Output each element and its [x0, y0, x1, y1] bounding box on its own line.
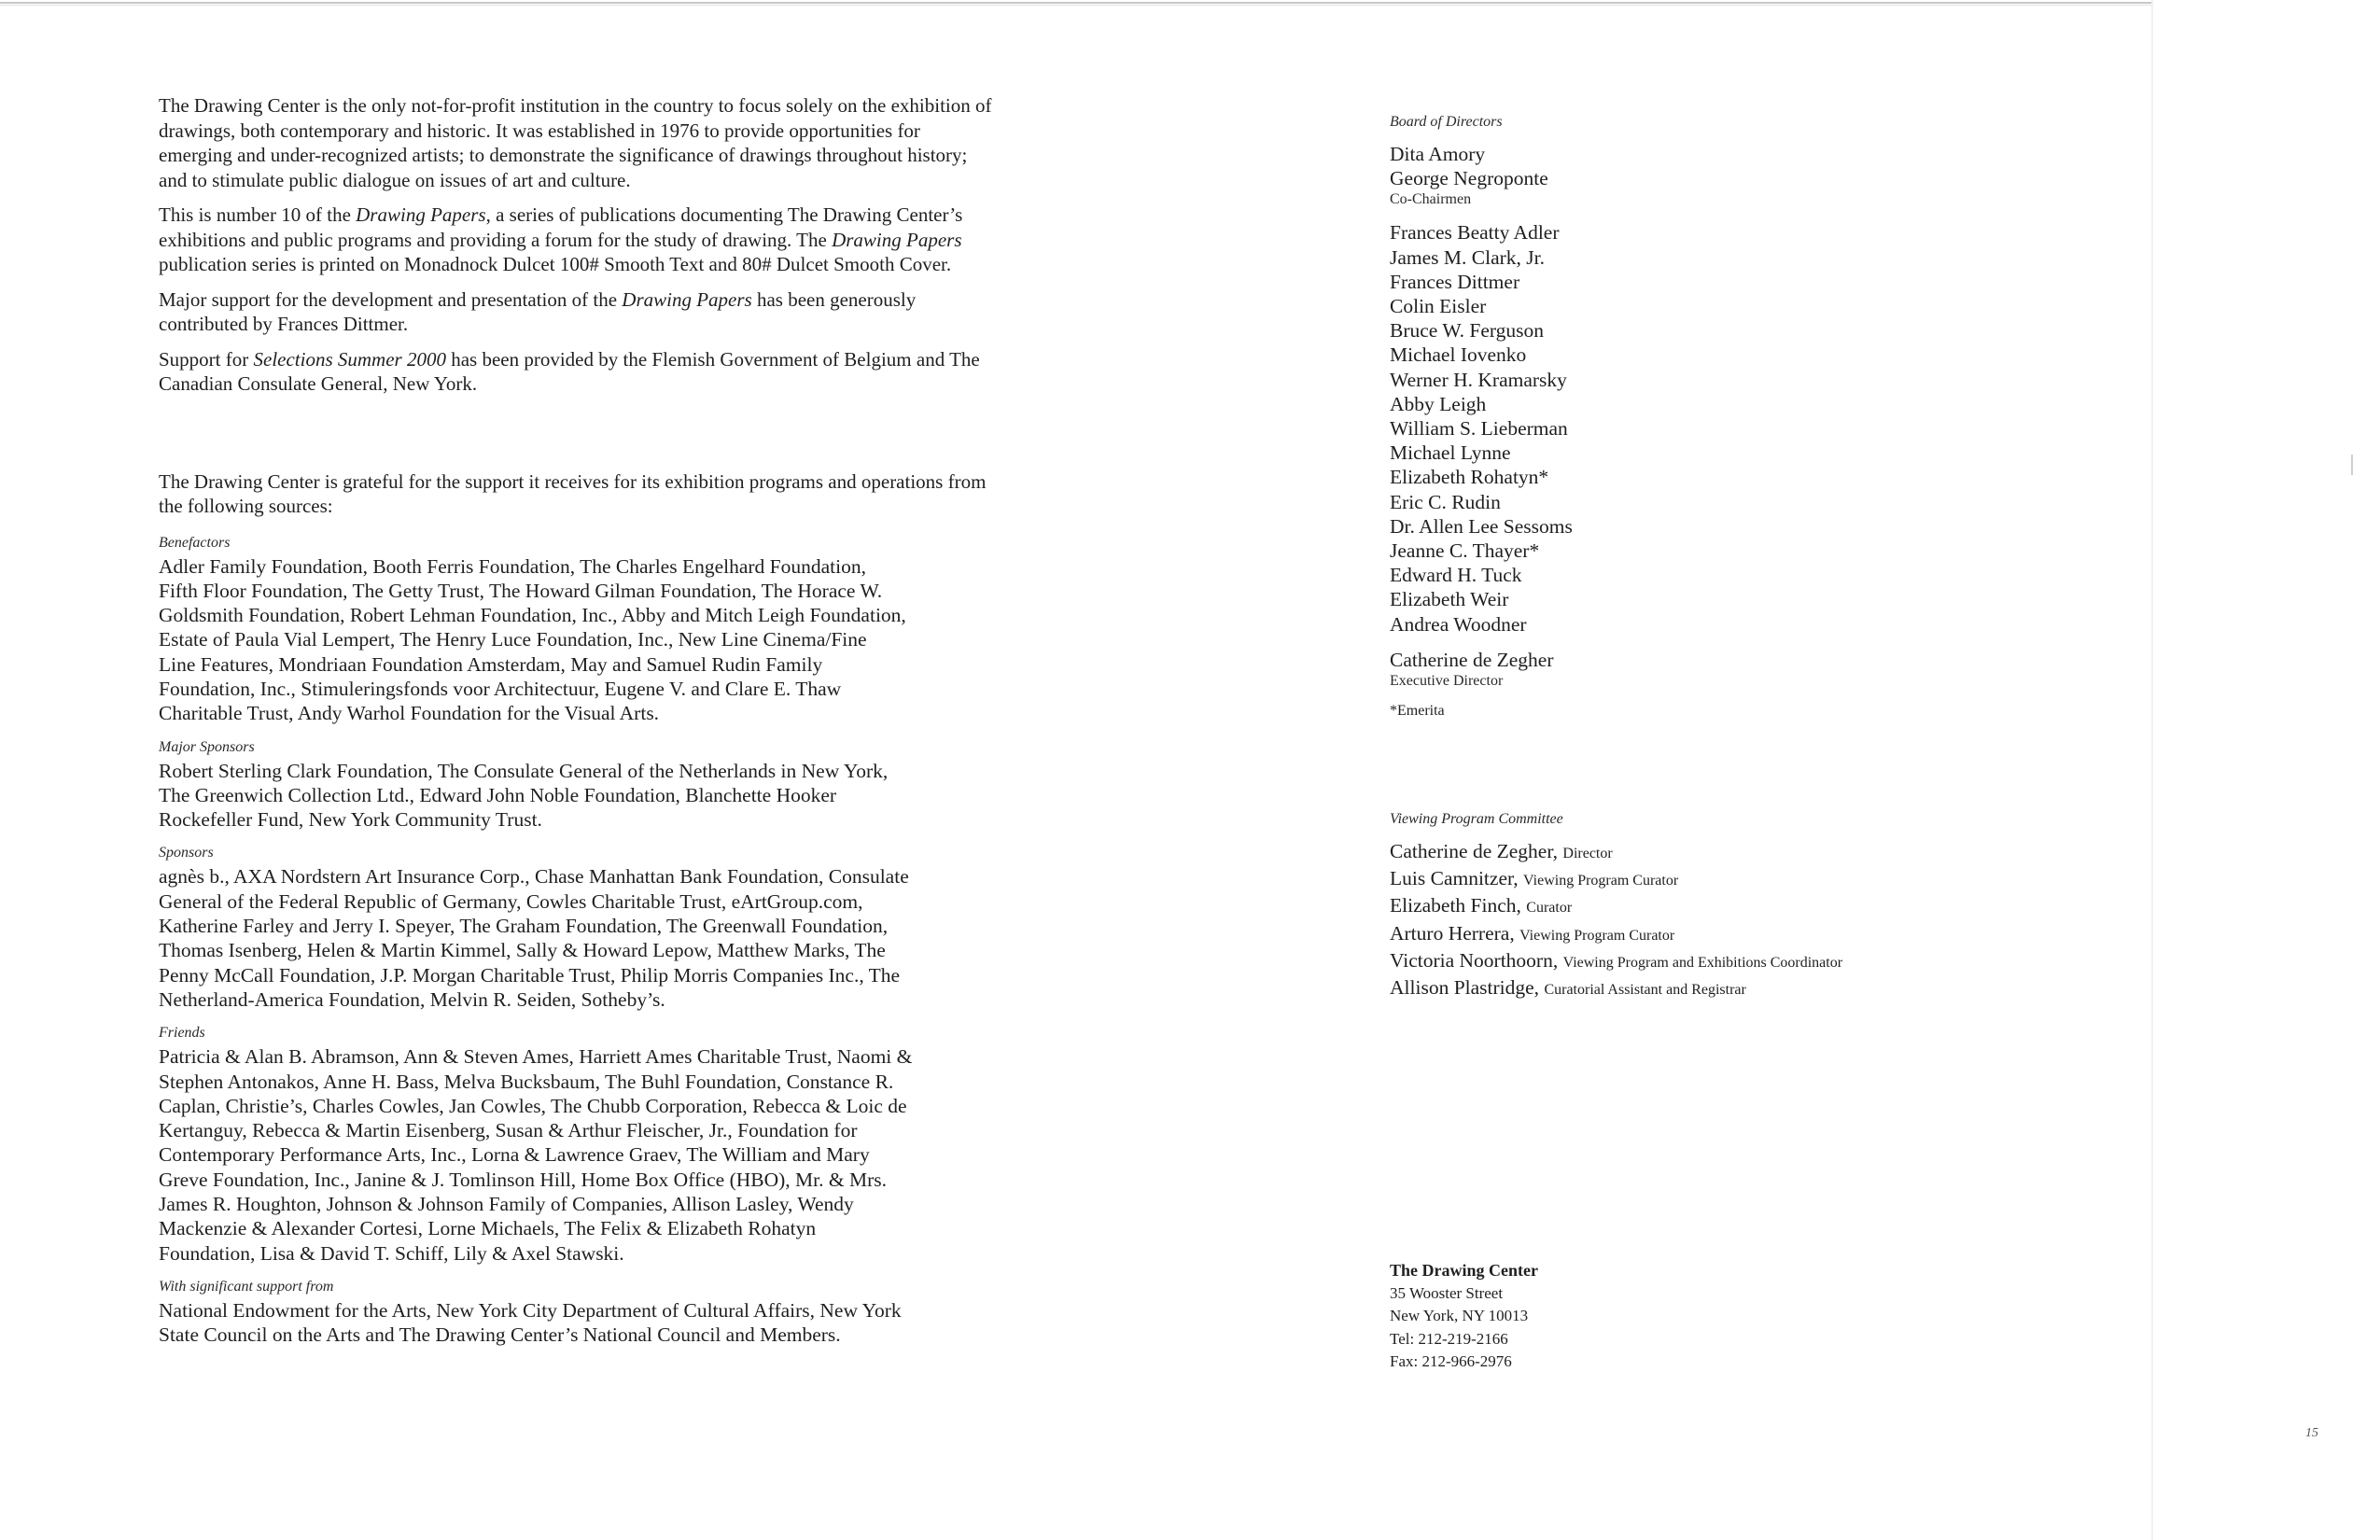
committee-member-role: Viewing Program Curator — [1519, 927, 1675, 944]
p3-text-b: has been generously contributed by Frances Dittmer. — [159, 287, 917, 335]
executive-director-name: Catherine de Zegher — [1390, 648, 1554, 671]
p4-text-a: Support for — [159, 347, 254, 371]
top-rule-shadow — [0, 5, 2151, 6]
right-column — [1390, 113, 2043, 1002]
p2-title: Drawing Papers — [356, 203, 486, 226]
committee-member-role: Viewing Program Curator — [1523, 873, 1679, 889]
emerita-footnote: *Emerita — [1390, 703, 1445, 720]
p3-text-a: Major support for the development and presentation of the — [159, 287, 623, 311]
p2-title-2: Drawing Papers — [832, 228, 962, 251]
board-member: Michael Lynne — [1390, 441, 1511, 465]
significant-support-list: National Endowment for the Arts, New York City Department of Cultural Affairs, New York State Council on the Arts and The Drawing Center’s National Council and Members. — [159, 1298, 902, 1347]
intro-paragraph-4 — [159, 347, 999, 397]
co-chairs-group — [1390, 142, 2043, 209]
city-address: New York, NY 10013 — [1390, 1307, 1529, 1324]
friends-list: Patricia & Alan B. Abramson, Ann & Steven Ames, Harriett Ames Charitable Trust, Naomi & Stephen Antonakos, Anne H. Bass, Melva Bucksbaum, The Buhl Foundation, Constance R. Caplan, Christie’s, Charles Cowles, Jan Cowles, The Chubb Corporation, Rebecca & Loic de Kertanguy, Rebecca & Martin Eisenberg, Susan & Arthur Fleischer, Jr., Foundation for Contemporary Performance Arts, Inc., Lorna & Lawrence Graev, The William and Mary Greve Foundation, Inc., Janine & J. Tomlinson Hill, Home Box Office (HBO), Mr. & Mrs. James R. Houghton, Johnson & Johnson Family of Companies, Allison Lasley, Wendy Mackenzie & Alexander Cortesi, Lorne Michaels, The Felix & Elizabeth Rohatyn Foundation, Lisa & David T. Schiff, Lily & Axel Stawski. — [159, 1045, 913, 1265]
board-member: Dita Amory — [1390, 143, 1486, 165]
committee-heading: Viewing Program Committee — [1390, 811, 1563, 828]
committee-member — [1390, 839, 2043, 866]
executive-director-group — [1390, 648, 2043, 691]
committee-member-name: Catherine de Zegher, — [1390, 840, 1559, 863]
board-member: Colin Eisler — [1390, 295, 1487, 318]
committee-member — [1390, 975, 2043, 1002]
address-block — [1390, 1259, 1538, 1374]
intro-paragraph-3 — [159, 287, 999, 337]
fax: Fax: 212-966-2976 — [1390, 1352, 1512, 1370]
p4-title: Selections Summer 2000 — [253, 347, 446, 371]
board-members-group — [1390, 220, 2043, 636]
support-intro: The Drawing Center is grateful for the support it receives for its exhibition programs and operations from the following sources: — [159, 469, 987, 517]
benefactors-heading: Benefactors — [159, 534, 231, 551]
board-member: James M. Clark, Jr. — [1390, 245, 1546, 269]
committee-member-name: Arturo Herrera, — [1390, 921, 1515, 945]
telephone: Tel: 212-219-2166 — [1390, 1329, 1508, 1348]
committee-member-name: Allison Plastridge, — [1390, 976, 1540, 1000]
major-sponsors-heading: Major Sponsors — [159, 738, 255, 755]
page-gutter-edge — [2151, 0, 2153, 1540]
p3-title: Drawing Papers — [622, 287, 752, 311]
committee-list — [1390, 839, 2043, 1002]
board-member: George Negroponte — [1390, 167, 1548, 190]
p2-text-a: This is number 10 of the — [159, 203, 357, 226]
intro-paragraph-1: The Drawing Center is the only not-for-profit institution in the country to focus solely on the exhibition of drawings, both contemporary and historic. It was established in 1976 to provide opportunities for emerging and under-recognized artists; to demonstrate the significance of drawings throughout history; and to stimulate public dialogue on issues of art and culture. — [159, 94, 992, 191]
section-gap — [1390, 721, 2043, 810]
sponsors-list: agnès b., AXA Nordstern Art Insurance Corp., Chase Manhattan Bank Foundation, Consulate General of the Federal Republic of Germany, Cowles Charitable Trust, eArtGroup.com, Katherine Farley and Jerry I. Speyer, The Graham Foundation, The Greenwall Foundation, Thomas Isenberg, Helen & Martin Kimmel, Sally & Howard Lepow, Matthew Marks, The Penny McCall Foundation, J.P. Morgan Charitable Trust, Philip Morris Companies Inc., The Netherland-America Foundation, Melvin R. Seiden, Sotheby’s. — [159, 865, 909, 1011]
board-member: Michael Iovenko — [1390, 343, 1527, 367]
committee-member-name: Victoria Noorthoorn, — [1390, 948, 1559, 972]
street-address: 35 Wooster Street — [1390, 1283, 1504, 1302]
committee-member-role: Director — [1562, 846, 1613, 862]
board-member: Werner H. Kramarsky — [1390, 368, 1567, 391]
significant-support-heading: With significant support from — [159, 1278, 334, 1295]
committee-member-name: Elizabeth Finch, — [1390, 894, 1521, 917]
committee-member — [1390, 893, 2043, 920]
committee-member-role: Curatorial Assistant and Registrar — [1544, 982, 1746, 999]
board-member: Abby Leigh — [1390, 392, 1487, 415]
executive-director-role: Executive Director — [1390, 673, 1504, 690]
board-member: Dr. Allen Lee Sessoms — [1390, 514, 1573, 538]
board-member: Andrea Woodner — [1390, 612, 1527, 636]
board-member: William S. Lieberman — [1390, 417, 1568, 441]
organization-name: The Drawing Center — [1390, 1261, 1538, 1280]
committee-member — [1390, 948, 2043, 975]
committee-member — [1390, 921, 2043, 948]
p4-text-b: has been provided by the Flemish Government of Belgium and The Canadian Consulate General, New York. — [159, 347, 980, 395]
section-gap — [159, 407, 999, 469]
board-member: Jeanne C. Thayer* — [1390, 539, 1540, 563]
left-column — [159, 93, 999, 1360]
committee-member-role: Curator — [1526, 900, 1573, 917]
scan-mark — [2351, 455, 2353, 475]
benefactors-list: Adler Family Foundation, Booth Ferris Foundation, The Charles Engelhard Foundation, Fifth Floor Foundation, The Getty Trust, The Howard Gilman Foundation, The Horace W. Goldsmith Foundation, Robert Lehman Foundation, Inc., Abby and Mitch Leigh Foundation, Estate of Paula Vial Lempert, The Henry Luce Foundation, Inc., New Line Cinema/Fine Line Features, Mondriaan Foundation Amsterdam, May and Samuel Rudin Family Foundation, Inc., Stimuleringsfonds voor Architectuur, Eugene V. and Clare E. Thaw Charitable Trust, Andy Warhol Foundation for the Visual Arts. — [159, 554, 906, 725]
friends-heading: Friends — [159, 1025, 205, 1042]
board-member: Elizabeth Rohatyn* — [1390, 466, 1549, 489]
major-sponsors-list: Robert Sterling Clark Foundation, The Consulate General of the Netherlands in New York, The Greenwich Collection Ltd., Edward John Noble Foundation, Blanchette Hooker Rockefeller Fund, New York Community Trust. — [159, 759, 889, 832]
board-heading: Board of Directors — [1390, 114, 1503, 130]
p2-text-b: , a series of publications documenting The Drawing Center’s exhibitions and public programs and providing a forum for the study of drawing. The — [159, 203, 963, 251]
board-member: Bruce W. Ferguson — [1390, 319, 1545, 343]
p2-text-c: publication series is printed on Monadnock Dulcet 100# Smooth Text and 80# Dulcet Smooth Cover. — [159, 253, 952, 275]
board-member: Edward H. Tuck — [1390, 564, 1522, 587]
board-member: Elizabeth Weir — [1390, 588, 1509, 611]
co-chairs-role: Co-Chairmen — [1390, 191, 1472, 208]
board-member: Frances Beatty Adler — [1390, 221, 1560, 245]
committee-member-name: Luis Camnitzer, — [1390, 867, 1519, 890]
page-number: 15 — [2305, 1426, 2318, 1440]
committee-member — [1390, 866, 2043, 893]
sponsors-heading: Sponsors — [159, 845, 214, 861]
committee-member-role: Viewing Program and Exhibitions Coordinator — [1562, 954, 1843, 971]
intro-paragraph-2 — [159, 203, 999, 277]
top-rule — [0, 2, 2151, 4]
board-member: Frances Dittmer — [1390, 270, 1520, 293]
board-member: Eric C. Rudin — [1390, 490, 1501, 513]
